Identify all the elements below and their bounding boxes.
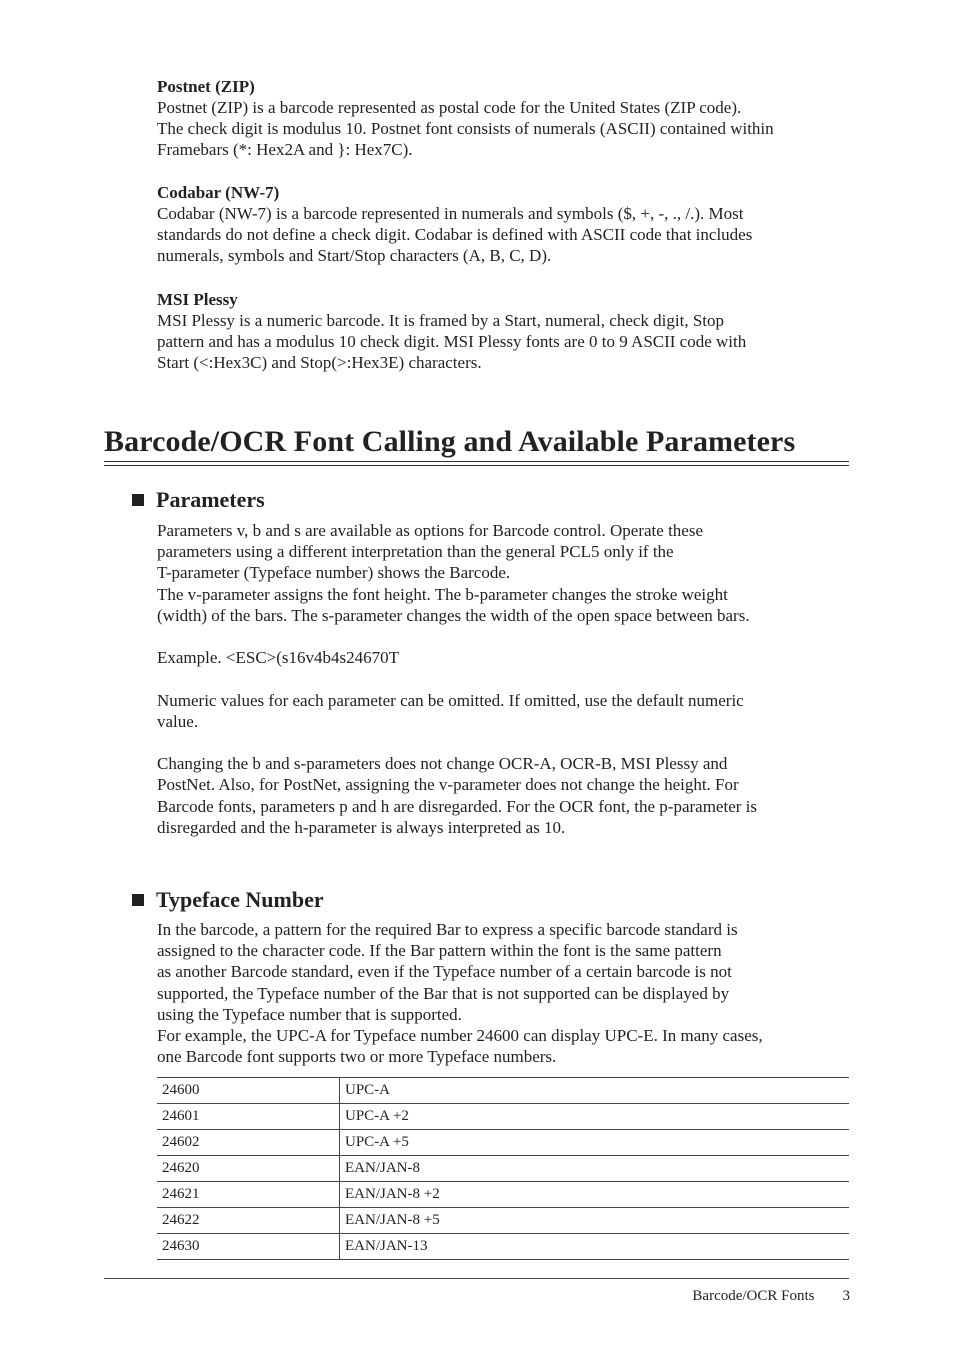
footer-title: Barcode/OCR Fonts [692, 1288, 815, 1304]
msi-plessy-heading: MSI Plessy [157, 290, 238, 309]
typeface-number-cell: 24621 [157, 1182, 340, 1208]
typeface-text: In the barcode, a pattern for the required Bar to express a specific barcode standard is assigned to the character code. If the Bar pattern within the font is the same pattern as another Barcode standard, even if the Typeface number of a certain barcode is not supported, the Typeface number of the Bar that is not supported can be displayed by using the Typeface number that is supported. For example, the UPC-A for Typeface number 24600 can display UPC-E. In many cases, one Barcode font supports two or more Typeface numbers. [157, 920, 763, 1067]
msi-plessy-section [157, 289, 857, 374]
table-row [157, 1078, 849, 1104]
typeface-number-cell: 24622 [157, 1208, 340, 1234]
parameters-heading [132, 486, 265, 514]
footer-rule [104, 1278, 849, 1279]
postnet-section [157, 76, 857, 161]
table-row [157, 1104, 849, 1130]
table-row [157, 1156, 849, 1182]
table-row [157, 1234, 849, 1260]
parameters-example: Example. <ESC>(s16v4b4s24670T [157, 648, 400, 668]
main-heading: Barcode/OCR Font Calling and Available Parameters [104, 425, 796, 458]
typeface-heading-text: Typeface Number [156, 887, 324, 912]
msi-plessy-text: MSI Plessy is a numeric barcode. It is framed by a Start, numeral, check digit, Stop pattern and has a modulus 10 check digit. MSI Plessy fonts are 0 to 9 ASCII code with Start (<:Hex3C) and Stop(>:Hex3E) characters. [157, 311, 747, 373]
typeface-number-cell: 24630 [157, 1234, 340, 1260]
parameters-body [157, 520, 857, 838]
typeface-heading [132, 886, 324, 914]
typeface-number-cell: 24601 [157, 1104, 340, 1130]
parameters-intro: Parameters v, b and s are available as options for Barcode control. Operate these parameters using a different interpretation than the general PCL5 only if the T-parameter (Typeface number) shows the Barcode. The v-parameter assigns the font height. The b-parameter changes the stroke weight (width) of the bars. The s-parameter changes the width of the open space between bars. [157, 521, 750, 625]
parameters-heading-text: Parameters [156, 487, 265, 512]
barcode-standard-cell: UPC-A [340, 1078, 850, 1104]
parameters-ocr-note: Changing the b and s-parameters does not change OCR-A, OCR-B, MSI Plessy and PostNet. Also, for PostNet, assigning the v-parameter does not change the height. For Barcode fonts, parameters p and h are disregarded. For the OCR font, the p-parameter is disregarded and the h-parameter is always interpreted as 10. [157, 754, 757, 837]
square-bullet-icon [132, 894, 144, 906]
barcode-standard-cell: EAN/JAN-8 [340, 1156, 850, 1182]
barcode-standard-cell: UPC-A +5 [340, 1130, 850, 1156]
postnet-heading: Postnet (ZIP) [157, 77, 255, 96]
page-footer [692, 1287, 850, 1305]
table-row [157, 1182, 849, 1208]
postnet-text: Postnet (ZIP) is a barcode represented as postal code for the United States (ZIP code). The check digit is modulus 10. Postnet font consists of numerals (ASCII) contained within Framebars (*: Hex2A and }: Hex7C). [157, 98, 774, 160]
typeface-body [157, 919, 857, 1067]
square-bullet-icon [132, 494, 144, 506]
page-number: 3 [842, 1288, 850, 1304]
barcode-standard-cell: EAN/JAN-8 +2 [340, 1182, 850, 1208]
codabar-section [157, 182, 857, 267]
typeface-number-cell: 24602 [157, 1130, 340, 1156]
codabar-text: Codabar (NW-7) is a barcode represented in numerals and symbols ($, +, -, ., /.). Most standards do not define a check digit. Codabar is defined with ASCII code that includes numerals, symbols and Start/Stop characters (A, B, C, D). [157, 204, 753, 266]
barcode-standard-cell: EAN/JAN-13 [340, 1234, 850, 1260]
codabar-heading: Codabar (NW-7) [157, 183, 280, 202]
typeface-number-cell: 24620 [157, 1156, 340, 1182]
table-row [157, 1208, 849, 1234]
table-row [157, 1130, 849, 1156]
barcode-standard-cell: UPC-A +2 [340, 1104, 850, 1130]
typeface-table [157, 1077, 849, 1260]
parameters-omit-note: Numeric values for each parameter can be omitted. If omitted, use the default numeric value. [157, 690, 744, 731]
typeface-number-cell: 24600 [157, 1078, 340, 1104]
barcode-standard-cell: EAN/JAN-8 +5 [340, 1208, 850, 1234]
heading-double-rule [104, 461, 849, 466]
